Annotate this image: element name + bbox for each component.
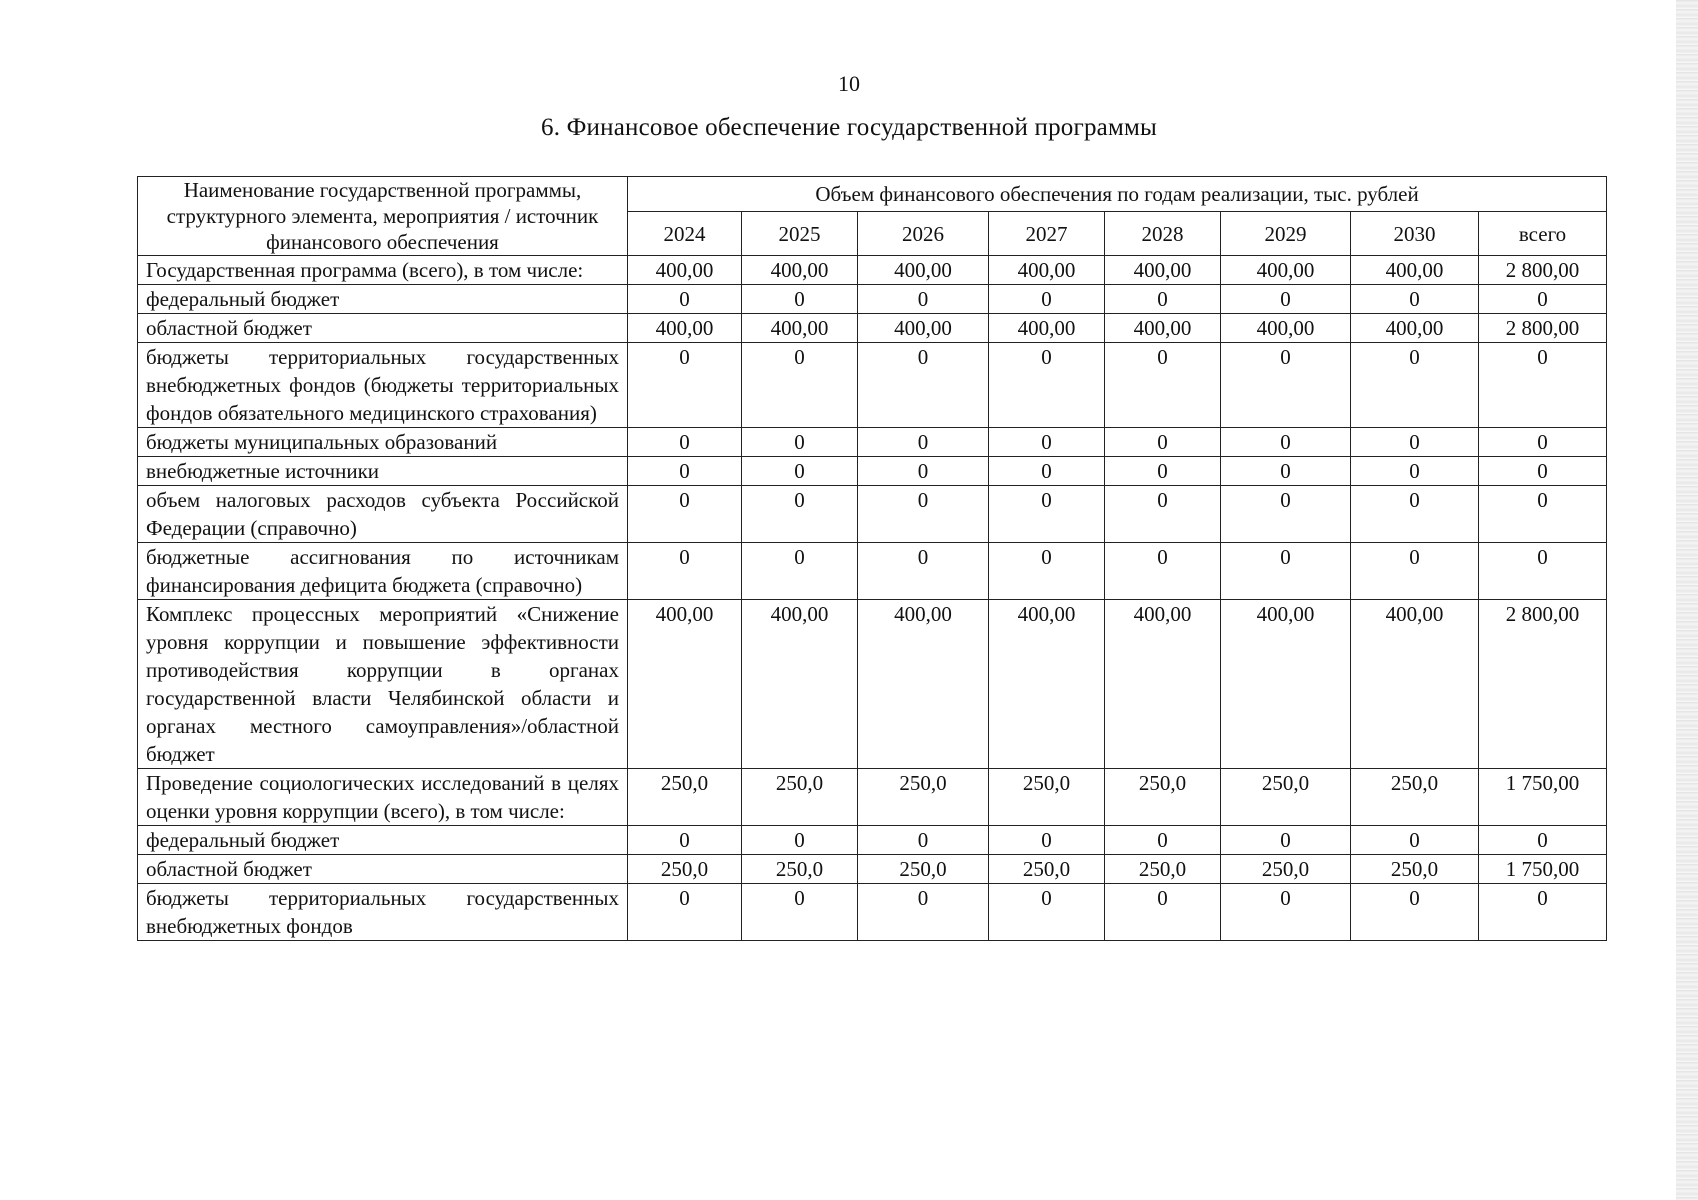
value-cell: 250,0 — [628, 855, 742, 884]
value-cell: 250,0 — [989, 855, 1105, 884]
value-cell: 250,0 — [1105, 855, 1221, 884]
value-cell: 0 — [742, 343, 858, 428]
page-number: 10 — [838, 71, 860, 96]
value-cell: 400,00 — [628, 314, 742, 343]
header-year-cell: 2028 — [1105, 212, 1221, 256]
value-cell: 250,0 — [742, 769, 858, 826]
row-name-cell: областной бюджет — [138, 314, 628, 343]
value-cell: 400,00 — [742, 600, 858, 769]
value-cell: 0 — [1221, 486, 1351, 543]
value-cell: 0 — [1221, 543, 1351, 600]
value-cell: 0 — [1479, 826, 1607, 855]
value-cell: 0 — [1221, 457, 1351, 486]
value-cell: 1 750,00 — [1479, 769, 1607, 826]
value-cell: 250,0 — [1351, 855, 1479, 884]
table-row — [138, 314, 1607, 343]
value-cell: 250,0 — [628, 769, 742, 826]
value-cell: 0 — [742, 457, 858, 486]
header-volume-cell: Объем финансового обеспечения по годам реализации, тыс. рублей — [628, 177, 1607, 212]
table-row — [138, 343, 1607, 428]
section-heading: 6. Финансовое обеспечение государственной программы — [541, 114, 1157, 141]
value-cell: 400,00 — [1221, 600, 1351, 769]
value-cell: 0 — [1351, 826, 1479, 855]
table-row — [138, 486, 1607, 543]
value-cell: 250,0 — [1221, 855, 1351, 884]
value-cell: 400,00 — [989, 256, 1105, 285]
header-year-cell: 2025 — [742, 212, 858, 256]
value-cell: 0 — [989, 428, 1105, 457]
value-cell: 0 — [628, 826, 742, 855]
header-year-cell: всего — [1479, 212, 1607, 256]
value-cell: 0 — [1221, 343, 1351, 428]
header-year-cell: 2027 — [989, 212, 1105, 256]
value-cell: 0 — [1351, 428, 1479, 457]
value-cell: 400,00 — [1221, 256, 1351, 285]
value-cell: 400,00 — [989, 600, 1105, 769]
value-cell: 0 — [858, 457, 989, 486]
value-cell: 400,00 — [1105, 256, 1221, 285]
value-cell: 0 — [1479, 457, 1607, 486]
value-cell: 0 — [1105, 826, 1221, 855]
value-cell: 250,0 — [1221, 769, 1351, 826]
value-cell: 250,0 — [1351, 769, 1479, 826]
value-cell: 0 — [1105, 543, 1221, 600]
value-cell: 0 — [1105, 884, 1221, 941]
value-cell: 0 — [742, 543, 858, 600]
value-cell: 400,00 — [1351, 256, 1479, 285]
value-cell: 0 — [1221, 884, 1351, 941]
table-row — [138, 769, 1607, 826]
value-cell: 0 — [1479, 884, 1607, 941]
value-cell: 400,00 — [1351, 314, 1479, 343]
header-year-cell: 2024 — [628, 212, 742, 256]
value-cell: 0 — [858, 826, 989, 855]
table-row — [138, 256, 1607, 285]
value-cell: 0 — [989, 486, 1105, 543]
value-cell: 0 — [1351, 543, 1479, 600]
value-cell: 0 — [742, 486, 858, 543]
value-cell: 0 — [989, 543, 1105, 600]
value-cell: 0 — [628, 486, 742, 543]
scan-edge — [1676, 0, 1698, 1200]
value-cell: 0 — [989, 884, 1105, 941]
value-cell: 400,00 — [628, 600, 742, 769]
header-year-cell: 2030 — [1351, 212, 1479, 256]
value-cell: 400,00 — [628, 256, 742, 285]
value-cell: 0 — [1221, 285, 1351, 314]
value-cell: 0 — [858, 285, 989, 314]
value-cell: 0 — [858, 884, 989, 941]
row-name-cell: федеральный бюджет — [138, 826, 628, 855]
financing-table — [137, 176, 1607, 941]
value-cell: 250,0 — [989, 769, 1105, 826]
value-cell: 0 — [628, 285, 742, 314]
row-name-cell: федеральный бюджет — [138, 285, 628, 314]
value-cell: 0 — [742, 428, 858, 457]
value-cell: 0 — [1105, 428, 1221, 457]
table-row — [138, 600, 1607, 769]
value-cell: 0 — [628, 543, 742, 600]
value-cell: 0 — [742, 884, 858, 941]
value-cell: 2 800,00 — [1479, 314, 1607, 343]
value-cell: 0 — [989, 343, 1105, 428]
value-cell: 400,00 — [1221, 314, 1351, 343]
value-cell: 0 — [1351, 457, 1479, 486]
value-cell: 400,00 — [1105, 600, 1221, 769]
value-cell: 400,00 — [1351, 600, 1479, 769]
value-cell: 0 — [628, 884, 742, 941]
row-name-cell: бюджетные ассигнования по источникам финансирования дефицита бюджета (справочно) — [138, 543, 628, 600]
value-cell: 0 — [858, 428, 989, 457]
value-cell: 0 — [628, 343, 742, 428]
value-cell: 0 — [742, 826, 858, 855]
value-cell: 400,00 — [989, 314, 1105, 343]
header-year-cell: 2026 — [858, 212, 989, 256]
value-cell: 400,00 — [1105, 314, 1221, 343]
row-name-cell: областной бюджет — [138, 855, 628, 884]
table-row — [138, 457, 1607, 486]
value-cell: 0 — [1351, 486, 1479, 543]
value-cell: 0 — [1105, 285, 1221, 314]
value-cell: 2 800,00 — [1479, 256, 1607, 285]
row-name-cell: бюджеты муниципальных образований — [138, 428, 628, 457]
value-cell: 0 — [989, 285, 1105, 314]
value-cell: 400,00 — [742, 314, 858, 343]
value-cell: 0 — [989, 457, 1105, 486]
value-cell: 250,0 — [742, 855, 858, 884]
value-cell: 0 — [1479, 343, 1607, 428]
value-cell: 0 — [1479, 486, 1607, 543]
value-cell: 0 — [1351, 884, 1479, 941]
value-cell: 400,00 — [742, 256, 858, 285]
value-cell: 0 — [742, 285, 858, 314]
row-name-cell: Комплекс процессных мероприятий «Снижение уровня коррупции и повышение эффективности противодействия коррупции в органах государственной власти Челябинской области и органах местного самоуправления»/областной бюджет — [138, 600, 628, 769]
value-cell: 0 — [1351, 343, 1479, 428]
row-name-cell: бюджеты территориальных государственных внебюджетных фондов — [138, 884, 628, 941]
value-cell: 2 800,00 — [1479, 600, 1607, 769]
row-name-cell: объем налоговых расходов субъекта Российской Федерации (справочно) — [138, 486, 628, 543]
value-cell: 0 — [989, 826, 1105, 855]
table-row — [138, 884, 1607, 941]
table-row — [138, 285, 1607, 314]
table-row — [138, 826, 1607, 855]
value-cell: 0 — [628, 457, 742, 486]
value-cell: 0 — [628, 428, 742, 457]
value-cell: 0 — [1221, 826, 1351, 855]
value-cell: 0 — [1351, 285, 1479, 314]
value-cell: 1 750,00 — [1479, 855, 1607, 884]
row-name-cell: Проведение социологических исследований в целях оценки уровня коррупции (всего), в том числе: — [138, 769, 628, 826]
table-row — [138, 855, 1607, 884]
value-cell: 250,0 — [858, 855, 989, 884]
table-row — [138, 428, 1607, 457]
value-cell: 0 — [1105, 343, 1221, 428]
value-cell: 0 — [1479, 285, 1607, 314]
value-cell: 0 — [1105, 457, 1221, 486]
value-cell: 0 — [858, 543, 989, 600]
value-cell: 0 — [1479, 428, 1607, 457]
header-name-cell: Наименование государственной программы, структурного элемента, мероприятия / источник финансового обеспечения — [138, 177, 628, 256]
value-cell: 250,0 — [858, 769, 989, 826]
value-cell: 0 — [1221, 428, 1351, 457]
value-cell: 0 — [858, 486, 989, 543]
table-row — [138, 543, 1607, 600]
value-cell: 0 — [1479, 543, 1607, 600]
value-cell: 400,00 — [858, 600, 989, 769]
row-name-cell: бюджеты территориальных государственных внебюджетных фондов (бюджеты территориальных фондов обязательного медицинского страхования) — [138, 343, 628, 428]
value-cell: 0 — [858, 343, 989, 428]
row-name-cell: Государственная программа (всего), в том числе: — [138, 256, 628, 285]
row-name-cell: внебюджетные источники — [138, 457, 628, 486]
value-cell: 0 — [1105, 486, 1221, 543]
value-cell: 400,00 — [858, 314, 989, 343]
value-cell: 400,00 — [858, 256, 989, 285]
value-cell: 250,0 — [1105, 769, 1221, 826]
header-year-cell: 2029 — [1221, 212, 1351, 256]
